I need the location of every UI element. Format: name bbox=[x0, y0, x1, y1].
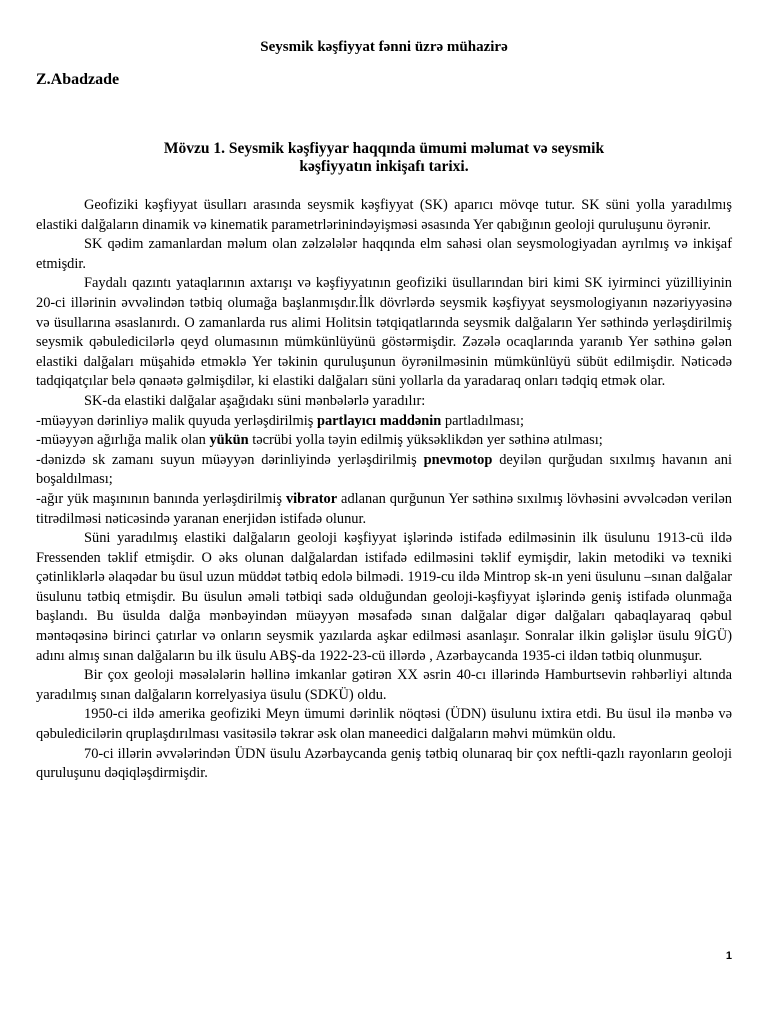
paragraph-2: SK qədim zamanlardan məlum olan zəlzələlər haqqında elm sahəsi olan seysmologiyadan ayrılmış və inkişaf etmişdir. bbox=[36, 236, 732, 272]
list-item-vibrator bbox=[36, 490, 732, 529]
paragraph-6: Bir çox geoloji məsələlərin həllinə imkanlar gətirən XX əsrin 40-cı illərində Hamburtsevin rəhbərliyi altında yaradılmış sınan dalğaların korrelyasiya üsulu (SDKÜ) oldu. bbox=[36, 667, 732, 703]
list-item-text: -müəyyən ağırlığa malik olan bbox=[36, 432, 210, 449]
list-item-weight-drop bbox=[36, 431, 732, 451]
list-item-explosive bbox=[36, 412, 732, 432]
paragraph-7: 1950-ci ildə amerika geofiziki Meyn ümumi dərinlik nöqtəsi (ÜDN) üsulunu ixtira etdi. Bu üsul ilə mənbə və qəbuledicilərin qruplaşdırılması vasitəsilə təkrar əsk olan maneedici dalğaların məhvi mümkün oldu. bbox=[36, 706, 732, 743]
paragraph-8: 70-ci illərin əvvələrindən ÜDN üsulu Azərbaycanda geniş tətbiq olunaraq bir çox neftli-qazlı rayonların geoloji quruluşunu dəqiqləşdirmişdir. bbox=[36, 745, 732, 782]
course-title: Seysmik kəşfiyyat fənni üzrə mühazirə bbox=[260, 39, 508, 55]
list-item-text: partladılması; bbox=[441, 412, 525, 429]
author-name: Z.Abadzade bbox=[36, 71, 120, 88]
paragraph-1: Geofiziki kəşfiyyat üsulları arasında seysmik kəşfiyyat (SK) aparıcı mövqe tutur. SK süni yolla yaradılmış elastiki dalğaların dinamik və kinematik parametrlərinindəyişməsi əsasında Yer qabığının geoloji quruluşunu öyrənir. bbox=[36, 197, 732, 233]
list-item-text: təcrübi yolla təyin edilmiş yüksəklikdən yer səthinə atılması; bbox=[248, 432, 603, 449]
list-item-text: -dənizdə sk zamanı suyun müəyyən dərinliyində yerləşdirilmiş bbox=[36, 451, 424, 468]
topic-heading bbox=[96, 140, 672, 176]
list-item-keyword: yükün bbox=[209, 432, 249, 449]
page-number: 1 bbox=[725, 950, 732, 962]
topic-heading-line2: kəşfiyyatın inkişafı tarixi. bbox=[299, 158, 469, 175]
list-item-text: -ağır yük maşınının banında yerləşdirilmiş bbox=[36, 490, 286, 507]
body-text bbox=[36, 196, 732, 784]
paragraph-4: SK-da elastiki dalğalar aşağıdakı süni mənbələrlə yaradılır: bbox=[84, 392, 426, 409]
list-item-keyword: vibrator bbox=[285, 490, 338, 507]
list-item-airgun bbox=[36, 451, 732, 490]
list-item-text: adlanan qurğunun Yer səthinə sıxılmış lövhəsini əvvəlcədən verilən titrədilməsi nəticəsində yaranan enerjidən istifadə olunur. bbox=[36, 490, 732, 527]
paragraph-5: Süni yaradılmış elastiki dalğaların geoloji kəşfiyyat işlərində istifadə edilməsinin ilk üsulunu 1913-cü ildə Fressenden təklif etmişdir. O əks olunan dalğalardan istifadə edilməsini təklif eymişdir, lakin metodiki və texniki çətinliklərlə əlaqədar bu üsul uzun müddət tətbiq edolə bilmədi. 1919-cu ildə Mintrop sk-ın yeni üsulunu –sınan dalğalar üsulunu tətbiq etmişdir. Bu üsulun əməli tətbiqi sadə olduğundan geoloji-kəşfiyyat işlərində geniş istifadə olunmağa başlandı. Bu üsulda dalğa mənbəyindən müəyyən məsafədə sınan dalğalar digər dalğaları qabaqlayaraq qəbul məntəqəsinə birinci çatırlar və onların seysmik yazılarda aşkar edilməsi asanlaşır. Sonralar ilkin gəlişlər üsulu 9İGÜ) adını almış sınan dalğaların bu ilk üsulu ABŞ-da 1922-23-cü illərdə , Azərbaycanda 1935-ci ildən tətbiq olunmuşur. bbox=[36, 530, 732, 664]
list-item-text: -müəyyən dərinliyə malik quyuda yerləşdirilmiş bbox=[36, 412, 317, 429]
list-item-keyword: pnevmotop bbox=[423, 451, 493, 468]
list-item-keyword: partlayıcı maddənin bbox=[316, 412, 442, 429]
paragraph-3: Faydalı qazıntı yataqlarının axtarışı və kəşfiyyatının geofiziki üsullarından biri kimi SK iyirminci yüzilliyinin 20-ci illərinin əvvəlindən tətbiq olumağa başlanmışdır.İlk dövrlərdə seysmik kəşfiyyat seysmologiyanın nəzəriyyəsinə və üsullarına əsaslanırdı. O zamanlarda rus alimi Holitsin tətqiqatlarında seysmik dalğaların Yer səthində yerləşdirilmiş seysmik qəbuledicilərlə qeyd olumasının mümkünlüyünü göstərmişdir. Zəzələ ocaqlarında yaranıb Yer səthinə gələn elastiki dalğaları müşahidə etməklə Yer təkinin quruluşunun öyrənilməsinin mümkünlüyü sübüt edilmişdir. Nəticədə tadqiqatçılar belə qənaətə gəlmişdilər, ki elastiki dalğaları süni yollarla da yaradaraq onları tədqiq etmək olar. bbox=[36, 275, 732, 390]
list-item-text: deyilən qurğudan sıxılmış havanın ani boşaldılması; bbox=[36, 451, 732, 488]
topic-heading-line1: Mövzu 1. Seysmik kəşfiyyar haqqında ümumi məlumat və seysmik bbox=[163, 140, 605, 157]
